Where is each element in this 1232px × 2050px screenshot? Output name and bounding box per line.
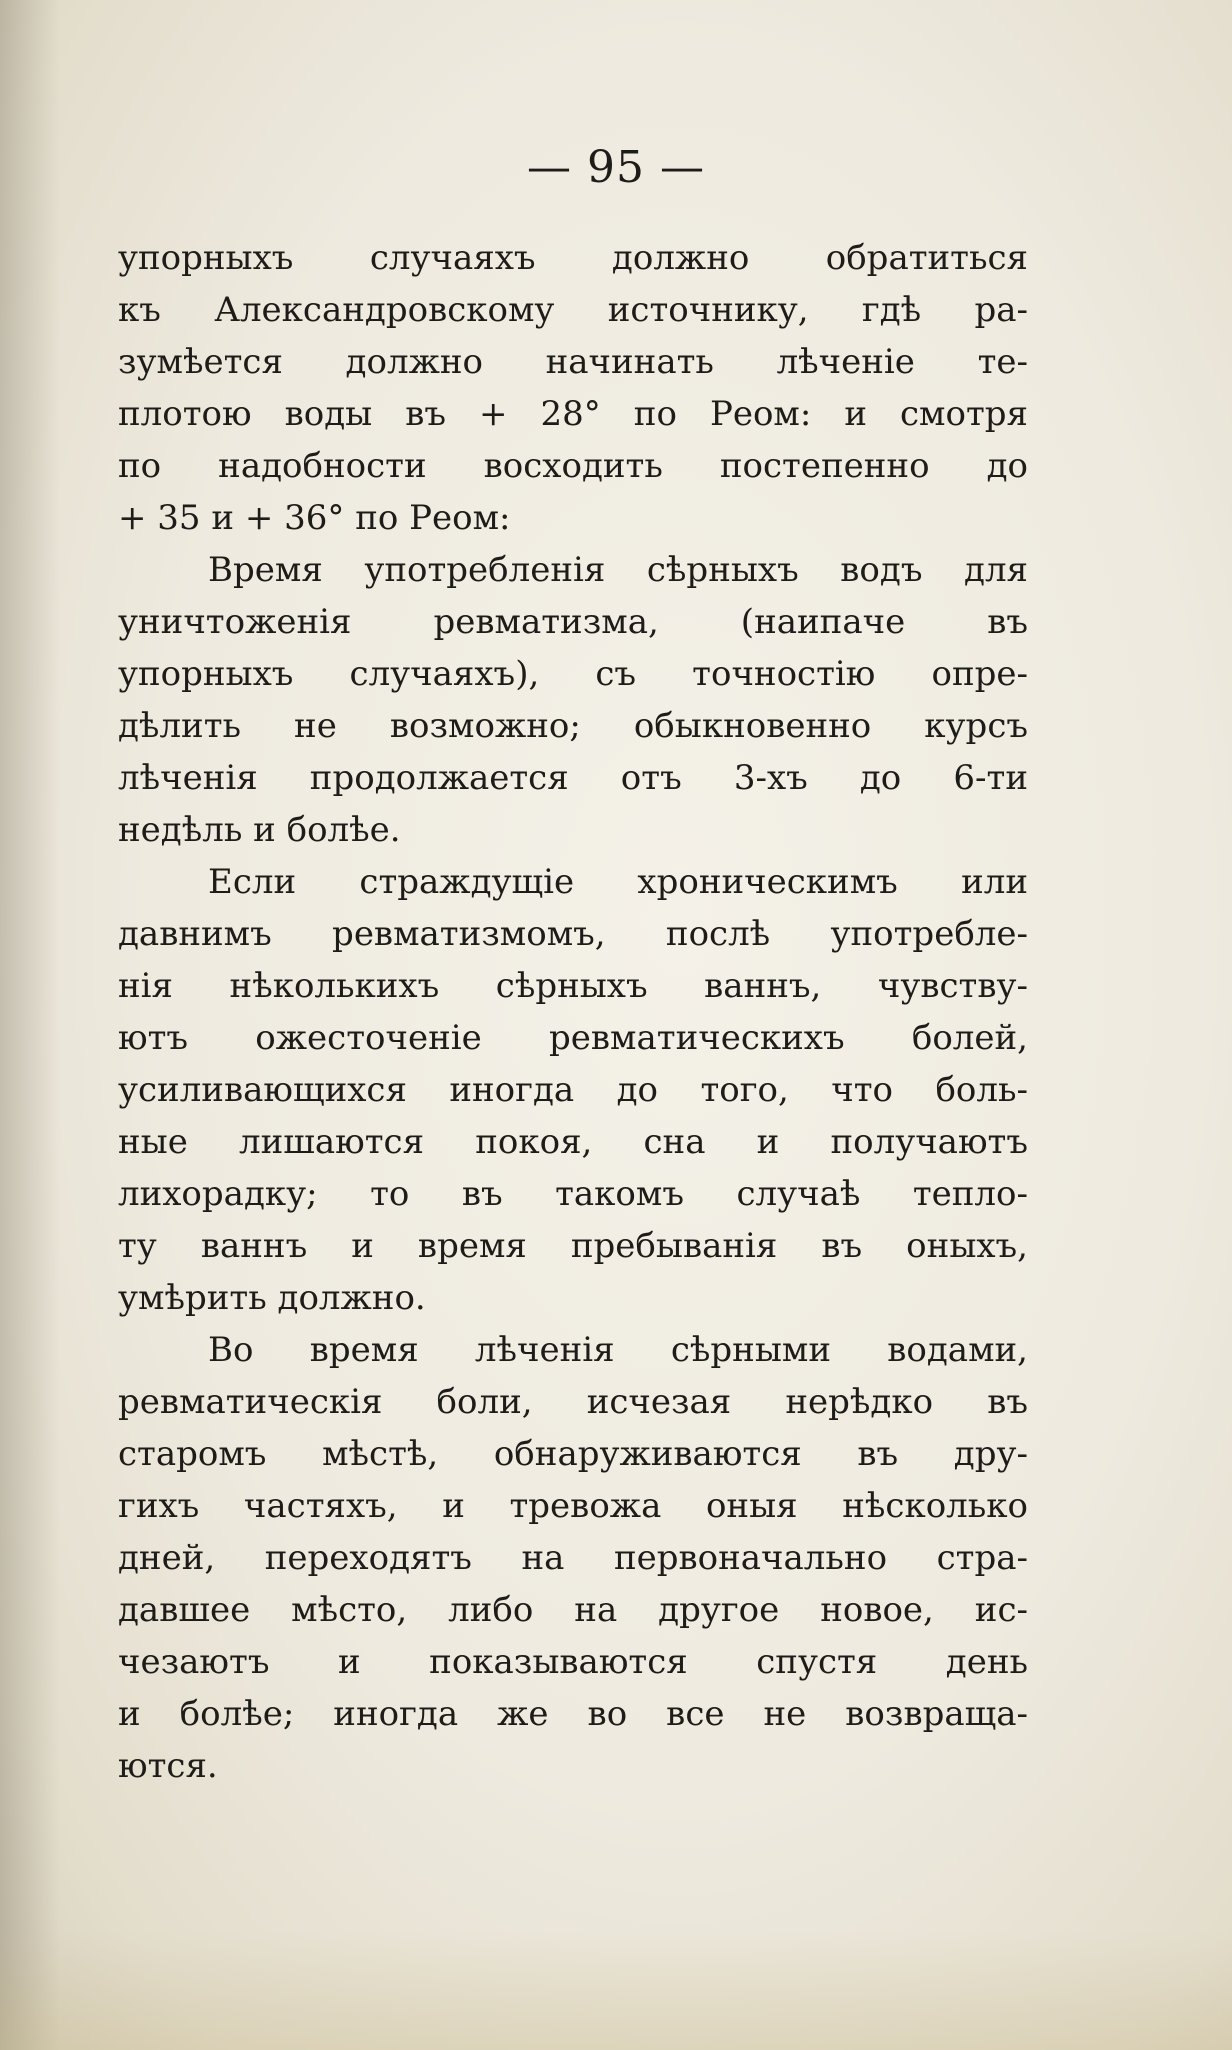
text-line: зумѣется должно начинать лѣченіе те-: [118, 342, 1028, 382]
text-line: ные лишаются покоя, сна и получаютъ: [118, 1122, 1028, 1162]
page-edge-shadow: [0, 1930, 1232, 2050]
text-line: плотою воды въ + 28° по Реом: и смотря: [118, 394, 1028, 434]
text-line: давнимъ ревматизмомъ, послѣ употребле-: [118, 914, 1028, 954]
text-line: Если страждущіе хроническимъ или: [208, 862, 1028, 902]
text-line: по надобности восходить постепенно до: [118, 446, 1028, 486]
text-line: + 35 и + 36° по Реом:: [118, 498, 511, 538]
text-line: ревматическія боли, исчезая нерѣдко въ: [118, 1382, 1028, 1422]
page-number: — 95 —: [527, 142, 705, 193]
text-line: старомъ мѣстѣ, обнаруживаются въ дру-: [118, 1434, 1028, 1474]
body-text: [118, 232, 1028, 1792]
text-line: уничтоженія ревматизма, (наипаче въ: [118, 602, 1028, 642]
text-line: упорныхъ случаяхъ), съ точностію опре-: [118, 654, 1028, 694]
text-line: ютъ ожесточеніе ревматическихъ болей,: [118, 1018, 1028, 1058]
text-line: дней, переходятъ на первоначально стра-: [118, 1538, 1028, 1578]
text-line: лихорадку; то въ такомъ случаѣ тепло-: [118, 1174, 1028, 1214]
text-line: умѣрить должно.: [118, 1278, 426, 1318]
text-line: дѣлить не возможно; обыкновенно курсъ: [118, 706, 1028, 746]
text-line: къ Александровскому источнику, гдѣ ра-: [118, 290, 1028, 330]
spine-shadow: [0, 0, 60, 2050]
text-line: Время употребленія сѣрныхъ водъ для: [208, 550, 1028, 590]
text-line: и болѣе; иногда же во все не возвраща-: [118, 1694, 1028, 1734]
text-line: лѣченія продолжается отъ 3-хъ до 6-ти: [118, 758, 1028, 798]
text-line: недѣль и болѣе.: [118, 810, 401, 850]
text-line: чезаютъ и показываются спустя день: [118, 1642, 1028, 1682]
text-line: Во время лѣченія сѣрными водами,: [208, 1330, 1028, 1370]
text-line: ту ваннъ и время пребыванія въ оныхъ,: [118, 1226, 1028, 1266]
text-line: ются.: [118, 1746, 218, 1786]
text-line: упорныхъ случаяхъ должно обратиться: [118, 238, 1028, 278]
text-line: давшее мѣсто, либо на другое новое, ис-: [118, 1590, 1028, 1630]
text-line: гихъ частяхъ, и тревожа оныя нѣсколько: [118, 1486, 1028, 1526]
text-line: усиливающихся иногда до того, что боль-: [118, 1070, 1028, 1110]
text-line: нія нѣколькихъ сѣрныхъ ваннъ, чувству-: [118, 966, 1028, 1006]
